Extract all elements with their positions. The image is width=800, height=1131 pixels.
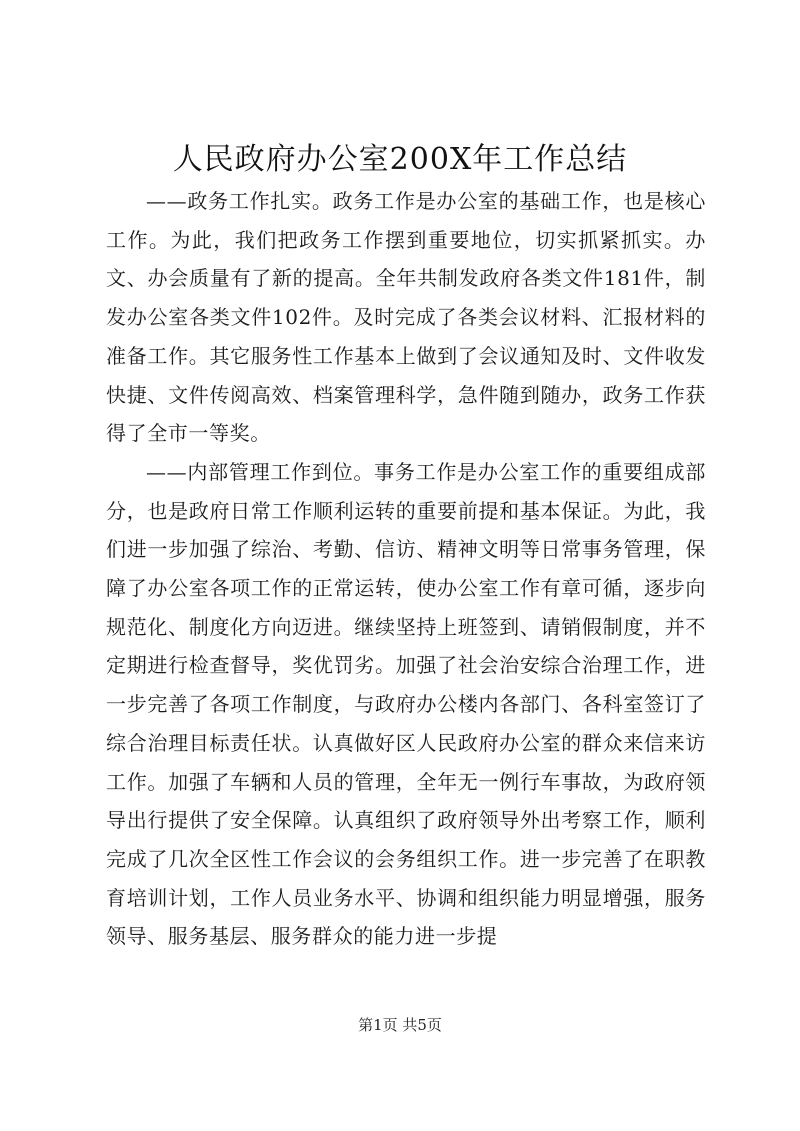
page-number-footer: 第1页 共5页 — [358, 1016, 442, 1034]
document-title: 人民政府办公室200X年工作总结 — [172, 142, 628, 177]
paragraph-government-affairs: ——政务工作扎实。政务工作是办公室的基础工作，也是核心工作。为此，我们把政务工作摆到重要地位，切实抓紧抓实。办文、办会质量有了新的提高。全年共制发政府各类文件181件，制发办公室各类文件102件。及时完成了各类会议材料、汇报材料的准备工作。其它服务性工作基本上做到了会议通知及时、文件收发快捷、文件传阅高效、档案管理科学，急件随到随办，政务工作获得了全市一等奖。 — [106, 189, 706, 446]
document-body — [106, 182, 706, 956]
paragraph-internal-management: ——内部管理工作到位。事务工作是办公室工作的重要组成部分，也是政府日常工作顺利运转的重要前提和基本保证。为此，我们进一步加强了综治、考勤、信访、精神文明等日常事务管理，保障了办公室各项工作的正常运转，使办公室工作有章可循，逐步向规范化、制度化方向迈进。继续坚持上班签到、请销假制度，并不定期进行检查督导，奖优罚劣。加强了社会治安综合治理工作，进一步完善了各项工作制度，与政府办公楼内各部门、各科室签订了综合治理目标责任状。认真做好区人民政府办公室的群众来信来访工作。加强了车辆和人员的管理，全年无一例行车事故，为政府领导出行提供了安全保障。认真组织了政府领导外出考察工作，顺利完成了几次全区性工作会议的会务组织工作。进一步完善了在职教育培训计划，工作人员业务水平、协调和组织能力明显增强，服务领导、服务基层、服务群众的能力进一步提 — [106, 459, 706, 949]
